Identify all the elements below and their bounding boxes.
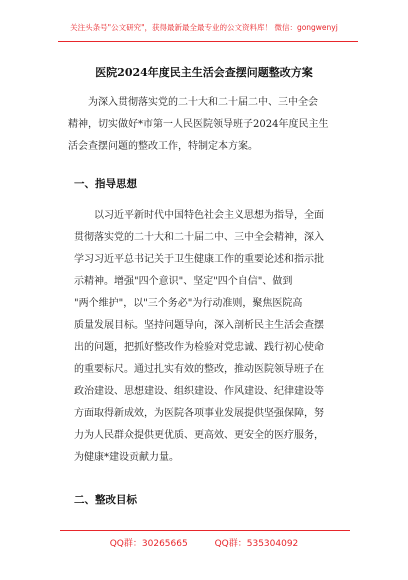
paragraph-line: "两个维护"，以"三个务必"为行动准则，聚焦医院高 [74,298,303,309]
paragraph-line: 出的问题，把抓好整改作为检验对党忠诚、践行初心使命 [74,342,324,353]
paragraph-line: 为健康*建设贡献力量。 [74,452,179,463]
paragraph-line: 学习习近平总书记关于卫生健康工作的重要论述和指示批 [74,254,324,265]
header-divider [58,41,358,42]
footer-qq-group-1: QQ群：30265665 [109,539,188,549]
section-heading-goals: 二、整改目标 [74,494,137,506]
paragraph-line: 贯彻落实党的二十大和二十届二中、三中全会精神，深入 [74,232,324,243]
paragraph-line: 政治建设、思想建设、组织建设、作风建设、纪律建设等 [74,386,324,397]
paragraph-line: 方面取得新成效，为医院各项事业发展提供坚强保障，努 [74,408,324,419]
footer-qq-group-2: QQ群：535304092 [214,539,299,549]
paragraph-line: 以习近平新时代中国特色社会主义思想为指导，全面 [94,210,324,221]
paragraph-line: 活会查摆问题的整改工作，特制定本方案。 [68,141,258,152]
intro-paragraph [68,92,329,158]
paragraph-line: 为深入贯彻落实党的二十大和二十届二中、三中全会 [88,97,318,108]
footer-contact [0,536,408,549]
section-heading-guiding: 一、指导思想 [74,178,137,190]
guiding-paragraph [74,205,324,469]
paragraph-line: 的重要标尺。通过扎实有效的整改，推动医院领导班子在 [74,364,324,375]
header-promo: 关注头条号"公文研究"，获得最新最全最专业的公文资料库！ 微信：gongwenyj [70,23,338,32]
paragraph-line: 力为人民群众提供更优质、更高效、更安全的医疗服务， [74,430,324,441]
document-title: 医院2024年度民主生活会查摆问题整改方案 [95,66,313,79]
paragraph-line: 示精神。增强"四个意识"、坚定"四个自信"、做到 [74,276,293,287]
footer-divider [60,530,350,531]
paragraph-line: 精神，切实做好*市第一人民医院领导班子2024年度民主生 [68,119,329,130]
paragraph-line: 质量发展目标。坚持问题导向，深入剖析民主生活会查摆 [74,320,324,331]
